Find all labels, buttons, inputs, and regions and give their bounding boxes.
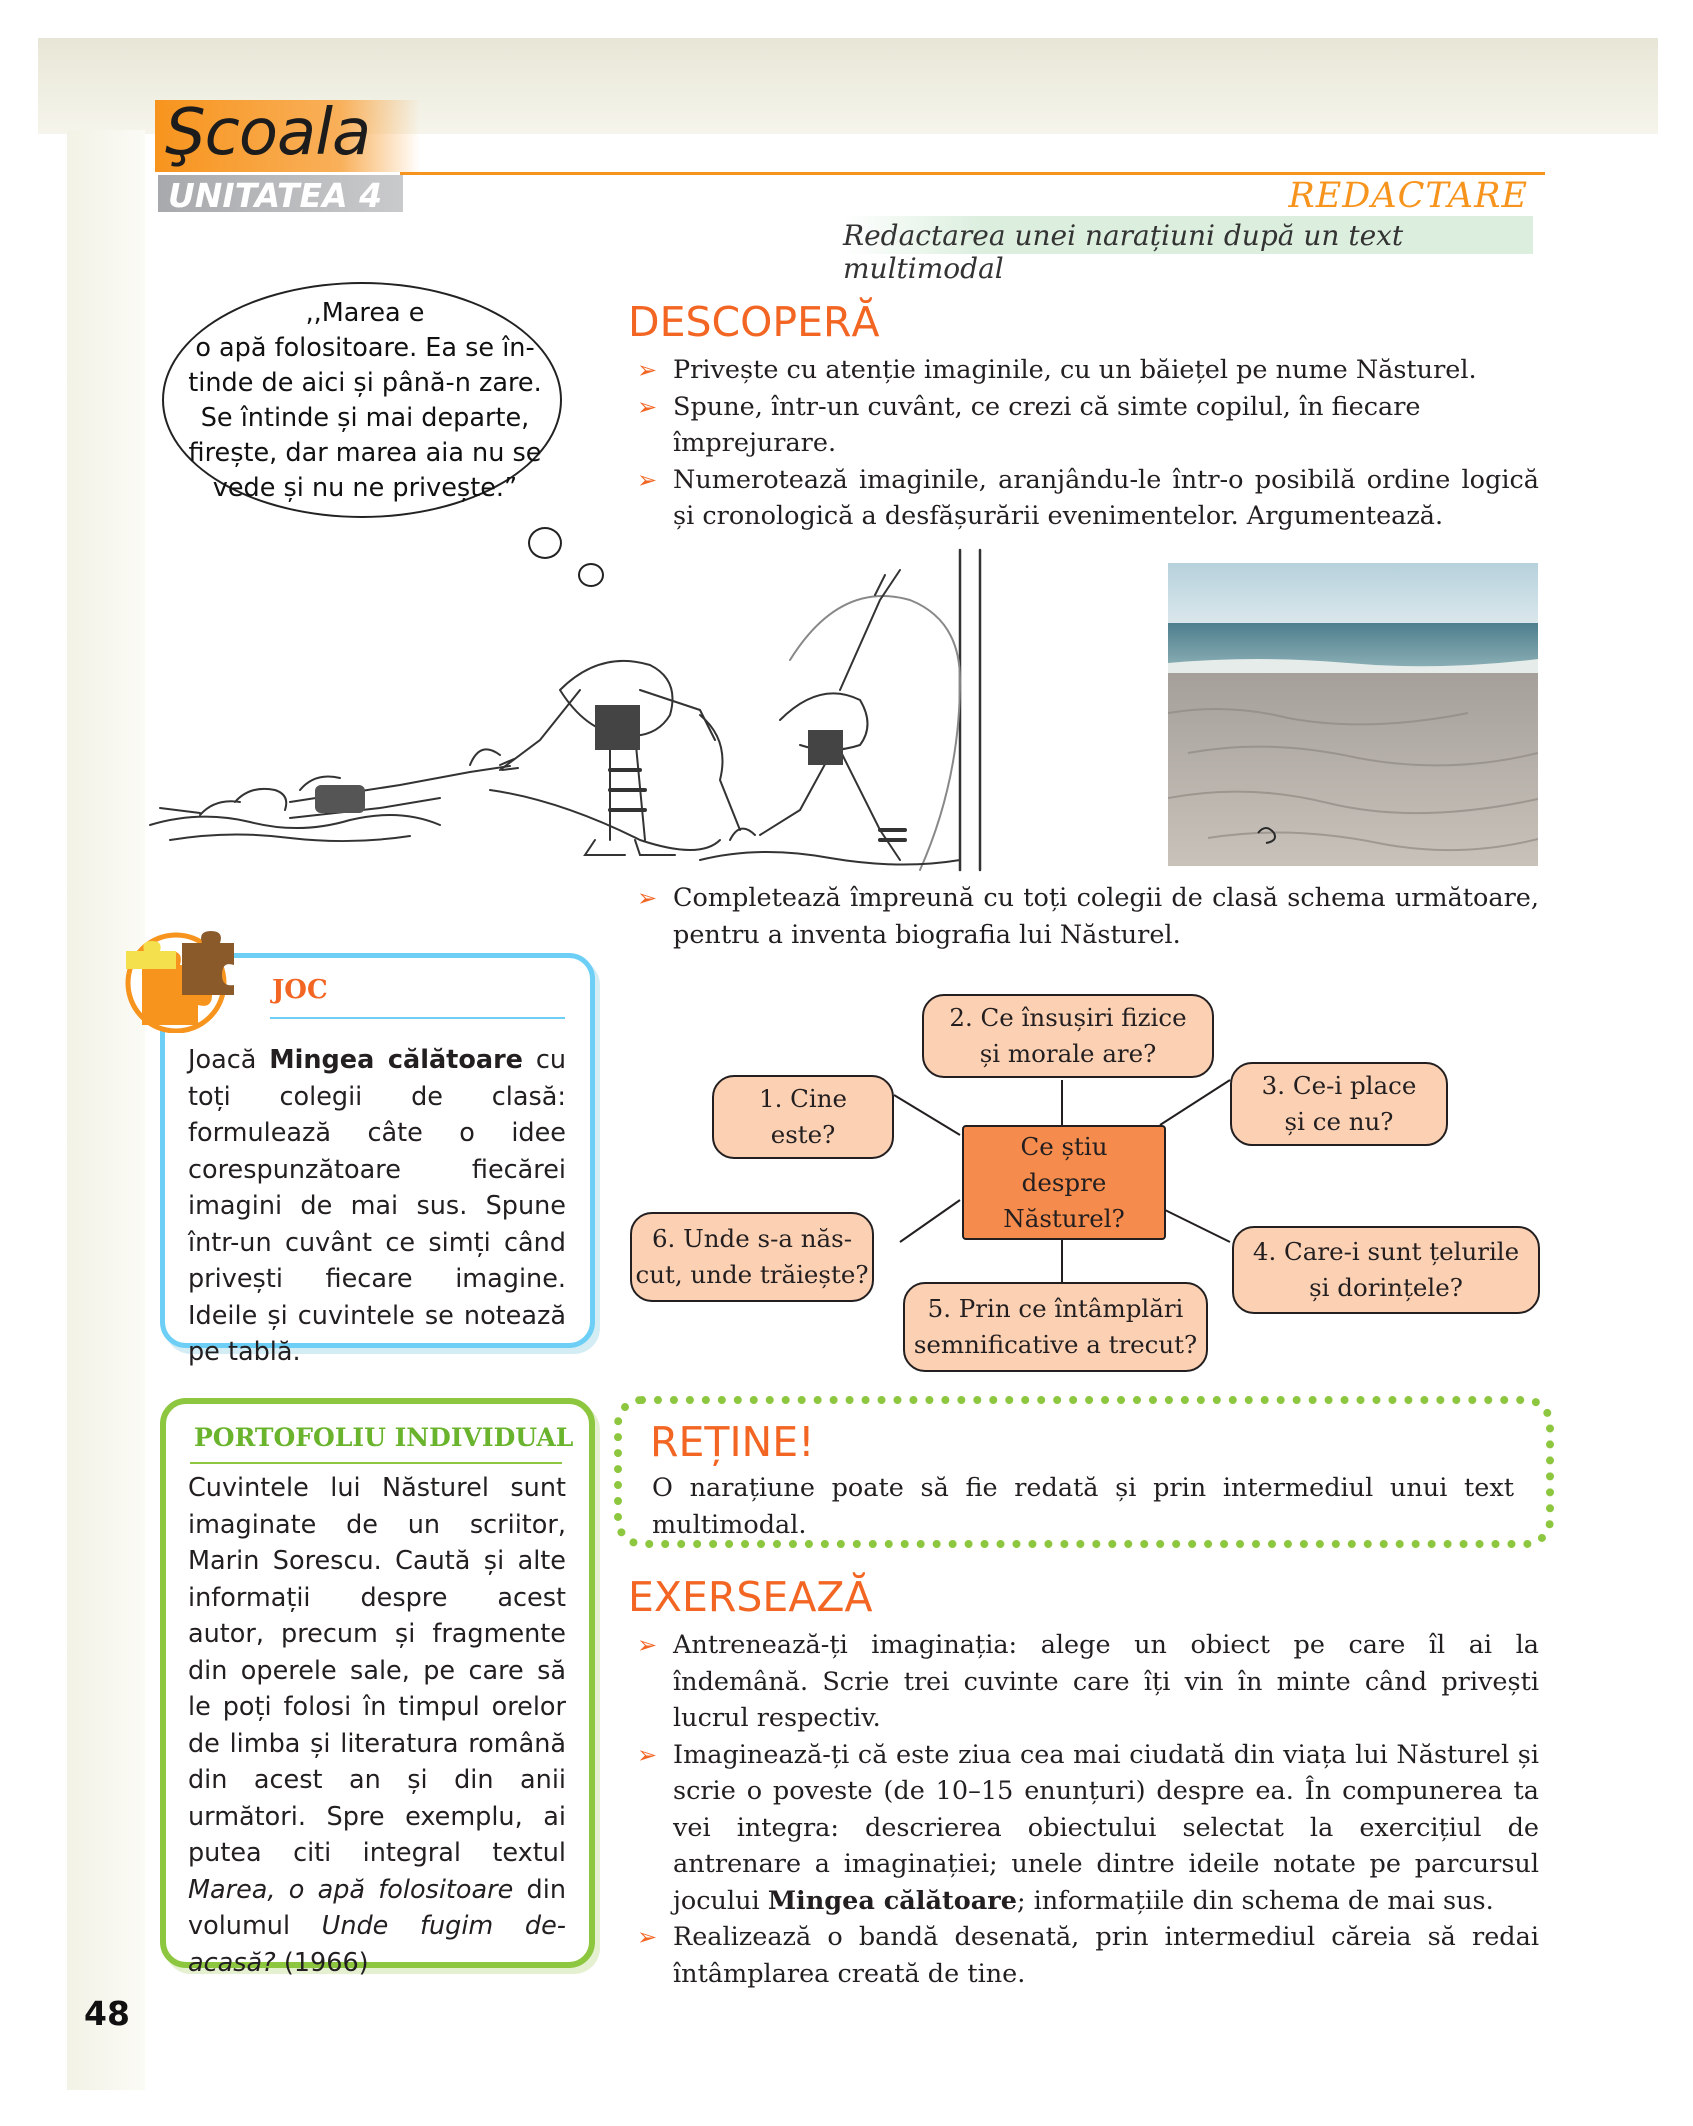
exerseaza-heading: EXERSEAZĂ — [628, 1573, 873, 1621]
diagram-node-6 — [630, 1212, 874, 1302]
node-line: 2. Ce însușiri fizice — [949, 1003, 1187, 1032]
joc-text-part: Joacă — [188, 1045, 270, 1075]
bubble-line: vede și nu ne privește.” — [212, 473, 518, 503]
diagram-node-2 — [922, 994, 1214, 1078]
unit-badge — [158, 175, 403, 215]
descopera-heading: DESCOPERĂ — [628, 298, 880, 346]
portofoliu-text-part: din volumul — [188, 1874, 566, 1941]
node-line: 3. Ce-i place — [1261, 1071, 1417, 1100]
diagram-node-5 — [903, 1282, 1208, 1372]
standing-boy-drawing — [470, 661, 740, 855]
climbing-boy-drawing — [700, 550, 980, 870]
portofoliu-work-title: Marea, o apă folositoare — [188, 1874, 514, 1905]
joc-game-name: Mingea călătoare — [269, 1045, 523, 1075]
list-item — [637, 1737, 1539, 1920]
portofoliu-text-part: Cuvintele lui Năsturel sunt imaginate de un scriitor, Marin Sorescu. Caută și alte informații despre acest autor, precum și fragmente din operele sale, pe care să le poți folosi în timpul orelor de limba și literatura română din acest an și din anii următori. Spre exemplu, ai putea citi integral textul — [188, 1473, 566, 1868]
left-margin-band — [67, 130, 145, 2090]
node-line: Năsturel? — [1003, 1203, 1125, 1233]
unit-label: UNITATEA 4 — [168, 176, 383, 215]
list-item: ➢ Privește cu atenție imaginile, cu un băiețel pe nume Năsturel. — [637, 352, 1539, 389]
list-item-game-name: Mingea călătoare — [767, 1885, 1017, 1916]
node-line: 1. Cine — [758, 1084, 848, 1113]
retine-text: O narațiune poate să fie redată și prin intermediul unui text multimodal. — [652, 1473, 1514, 1540]
section-label: REDACTARE — [1288, 176, 1528, 216]
list-item-part: ; informațiile din schema de mai sus. — [1016, 1885, 1494, 1916]
node-line: cut, unde trăiește? — [635, 1260, 869, 1289]
joc-text-part: cu toți colegii de clasă: formulează câte o idee corespunzătoare fiecărei imagini de mai sus. Spune într-un cuvânt ce simți când privești fiecare imagine. Ideile și cuvintele se notează pe tablă. — [188, 1045, 567, 1367]
joc-text — [188, 1042, 566, 1371]
list-item: ➢ Spune, într-un cuvânt, ce crezi că simte copilul, în fiecare împrejurare. — [637, 389, 1539, 462]
beach-photo — [1168, 563, 1538, 866]
node-line: și ce nu? — [1284, 1107, 1394, 1136]
swimming-boy-drawing — [150, 759, 518, 841]
joc-title: JOC — [272, 975, 328, 1005]
node-line: 5. Prin ce întâmplări — [927, 1294, 1184, 1323]
diagram-node-3 — [1230, 1062, 1448, 1146]
lesson-subtitle: Redactarea unei narațiuni după un text multimodal — [843, 219, 1404, 285]
diagram-node-1 — [712, 1075, 894, 1159]
diagram-instruction — [637, 880, 1539, 953]
bubble-line: Se întinde și mai departe, — [200, 403, 530, 433]
node-line: Ce știu — [1020, 1131, 1108, 1161]
list-item: ➢ Completează împreună cu toți colegii de clasă schema următoare, pentru a inventa biografia lui Năsturel. — [637, 880, 1539, 953]
portofoliu-title-rule — [190, 1462, 562, 1464]
portofoliu-text-part: (1966) — [275, 1947, 369, 1978]
bubble-line: tinde de aici și până-n zare. — [188, 368, 542, 398]
speech-bubble-text — [170, 296, 560, 506]
portofoliu-text — [188, 1470, 566, 1981]
bubble-line: ,,Marea e — [305, 298, 425, 328]
lesson-subtitle-band — [843, 216, 1533, 285]
node-line: despre — [1021, 1167, 1107, 1197]
descopera-list — [637, 352, 1539, 535]
puzzle-icon — [122, 925, 240, 1033]
bubble-line: firește, dar marea aia nu se — [188, 438, 542, 468]
list-item: ➢ Realizează o bandă desenată, prin intermediul căreia să redai întâmplarea creată de tine. — [637, 1919, 1539, 1992]
node-line: 6. Unde s-a năs- — [651, 1224, 853, 1253]
comic-illustrations — [140, 540, 1160, 880]
diagram-node-4 — [1232, 1226, 1540, 1314]
node-line: și morale are? — [979, 1039, 1157, 1068]
chapter-title-banner — [155, 96, 420, 172]
list-item: ➢ Antrenează-ți imaginația: alege un obiect pe care îl ai la îndemână. Scrie trei cuvinte care îți vin în minte când privești lucrul respectiv. — [637, 1627, 1539, 1737]
node-line: și dorințele? — [1309, 1273, 1463, 1302]
list-item: ➢ Numerotează imaginile, aranjându-le într-o posibilă ordine logică și cronologică a desfășurării evenimentelor. Argumentează. — [637, 462, 1539, 535]
bubble-line: o apă folositoare. Ea se în- — [195, 333, 535, 363]
node-line: semnificative a trecut? — [913, 1330, 1198, 1359]
retine-heading: REȚINE! — [650, 1418, 815, 1466]
list-item-part: Imaginează-ți că este ziua cea mai ciudată din viața lui Năsturel și scrie o poveste (de 10–15 enunțuri) despre ea. În compunerea ta vei integra: descrierea obiectului selectat la exercițiul de antrenare a imaginației; unele dintre ideile notate pe parcursul jocului — [673, 1739, 1539, 1916]
exerseaza-list — [637, 1627, 1539, 1992]
node-line: este? — [770, 1120, 836, 1149]
diagram-center-node — [962, 1125, 1166, 1240]
joc-title-rule — [270, 1017, 565, 1019]
chapter-title: Şcoala — [165, 96, 371, 170]
node-line: 4. Care-i sunt țelurile — [1252, 1237, 1520, 1266]
header-rule — [400, 172, 1545, 175]
page-number: 48 — [84, 1994, 130, 2033]
portofoliu-title: PORTOFOLIU INDIVIDUAL — [194, 1423, 574, 1452]
portofoliu-volume-title: Unde fugim de-acasă? — [188, 1911, 566, 1978]
